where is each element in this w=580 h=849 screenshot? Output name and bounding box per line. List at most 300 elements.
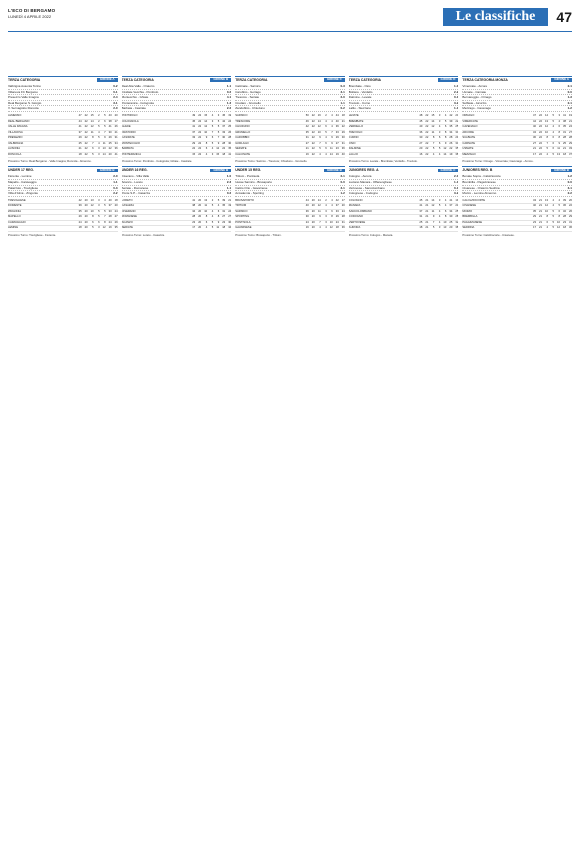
match-teams: Brembate - Osio: [348, 84, 371, 89]
standings-row: [462, 153, 572, 159]
page-header: [8, 8, 572, 30]
standings-cell: 11: [102, 141, 106, 145]
standings-cell: 5: [552, 114, 554, 118]
standings-cell: 28: [449, 136, 453, 140]
league-name: UNDER 17 REG.: [8, 168, 35, 173]
match-teams: Seriate - Romanese: [121, 185, 149, 190]
standings-cell: 28: [562, 215, 566, 219]
standings-cell: 5: [325, 130, 327, 134]
standings-cell: 16: [305, 152, 309, 156]
standings-cell: 8: [546, 215, 548, 219]
standings-cell: 48: [419, 114, 423, 118]
standings-cell: 5: [552, 209, 554, 213]
standings-cell: 29: [78, 136, 82, 140]
standings-cell: 5: [104, 204, 106, 208]
header-rule: [8, 31, 572, 32]
standings-cell: 41: [78, 125, 82, 129]
standings-cell: 36: [341, 147, 345, 151]
league-header: [349, 76, 459, 82]
standings-cell: 37: [568, 152, 572, 156]
standings-cell: 5: [319, 147, 321, 151]
standings-cell: 21: [78, 147, 82, 151]
match-teams: Calcio Orio - Gavarnese: [235, 185, 268, 190]
standings-cell: 25: [449, 220, 453, 224]
standings-cell: 36: [341, 226, 345, 230]
standings-cell: 6: [205, 147, 208, 151]
standings-cell: 4: [98, 130, 100, 134]
standings-cell: 33: [568, 147, 572, 151]
standings-cell: 25: [562, 141, 566, 145]
league-block: [8, 76, 118, 163]
standings-cell: 14: [431, 119, 435, 123]
league-header: [235, 76, 345, 82]
match-score: 0-3: [340, 84, 345, 89]
standings-cell: 15: [216, 152, 220, 156]
result-row: [349, 106, 459, 112]
match-score: 0-0: [340, 180, 345, 185]
standings-cell: 22: [341, 125, 345, 129]
standings-cell: 18: [562, 152, 566, 156]
standings-cell: 29: [335, 215, 339, 219]
standings-cell: 22: [84, 147, 88, 151]
standings-cell: 25: [455, 125, 459, 129]
next-round-note: Prossimo Turno: Calolziocorte - Cisanese.: [462, 232, 515, 237]
standings-cell: 3: [438, 114, 441, 118]
match-teams: Mezzago - Cavenago: [462, 106, 491, 111]
result-row: [122, 106, 232, 112]
standings-cell: 11: [431, 130, 435, 134]
standings-cell: VILLANOVA: [8, 130, 23, 134]
league-header: [349, 166, 459, 172]
match-teams: V. Sernagiotto Roncola: [8, 106, 39, 111]
standings-cell: ROMANESE: [121, 215, 137, 219]
standings-cell: 3: [98, 226, 100, 230]
standings-cell: 16: [317, 114, 321, 118]
standings-cell: 3: [98, 198, 100, 202]
standings-cell: 4: [331, 125, 333, 129]
match-teams: Trescore - Seriate: [235, 95, 260, 100]
standings-cell: SEDRINA: [462, 226, 475, 230]
standings-cell: 4: [546, 226, 548, 230]
standings-cell: 8: [104, 220, 106, 224]
league-block: [462, 76, 572, 163]
standings-cell: 12: [431, 125, 435, 129]
standings-cell: CARAVAGGIO: [8, 220, 26, 224]
standings-cell: 5: [217, 119, 220, 123]
standings-cell: 20: [311, 220, 315, 224]
match-teams: Presezzo Valle Imagna: [8, 95, 39, 100]
standings-cell: 7: [546, 141, 548, 145]
league-header: [122, 76, 232, 82]
standings-cell: 18: [341, 114, 345, 118]
league-block: [122, 76, 232, 163]
standings-cell: 20: [311, 209, 315, 213]
standings-cell: 30: [532, 136, 536, 140]
standings-cell: 12: [443, 147, 447, 151]
standings-cell: 37: [335, 204, 339, 208]
match-teams: Cividate Vecchia - Pontirolo: [121, 89, 159, 94]
standings-cell: 10: [329, 220, 333, 224]
standings-cell: 18: [78, 152, 82, 156]
standings-cell: PONTISOLA: [235, 220, 251, 224]
standings-cell: 18: [222, 152, 226, 156]
standings-cell: 15: [431, 114, 435, 118]
standings-cell: CALCINATE: [235, 152, 251, 156]
standings-cell: 21: [305, 147, 309, 151]
standings-table: [8, 199, 118, 232]
match-score: 1-1: [226, 84, 232, 89]
standings-cell: 40: [305, 204, 309, 208]
standings-cell: 20: [311, 198, 315, 202]
standings-cell: 44: [532, 119, 536, 123]
match-score: 3-1: [567, 185, 572, 190]
standings-cell: 20: [198, 204, 202, 208]
match-score: 0-3: [113, 185, 118, 190]
standings-cell: 22: [198, 152, 202, 156]
league-header: [462, 166, 572, 172]
standings-cell: PONTIROLO: [121, 114, 138, 118]
league-name: UNDER 15 REG.: [235, 168, 262, 173]
standings-cell: 32: [455, 220, 459, 224]
standings-cell: 5: [444, 119, 447, 123]
standings-cell: 22: [311, 136, 315, 140]
standings-cell: 24: [78, 220, 82, 224]
standings-cell: 6: [438, 136, 441, 140]
standings-cell: LALLIO: [348, 152, 358, 156]
standings-cell: 5: [552, 226, 554, 230]
standings-cell: 22: [538, 136, 542, 140]
standings-cell: 22: [84, 125, 88, 129]
standings-cell: 31: [341, 220, 345, 224]
standings-cell: 29: [192, 141, 196, 145]
standings-cell: 20: [311, 215, 315, 219]
match-score: 0-2: [340, 106, 345, 111]
standings-row: [349, 226, 459, 232]
match-teams: Villanova FC Bergamo: [8, 89, 38, 94]
standings-cell: 21: [562, 147, 566, 151]
standings-cell: 6: [546, 220, 548, 224]
match-teams: Villa d'Almè - Zingonia: [8, 191, 38, 196]
standings-cell: 20: [84, 215, 88, 219]
standings-cell: 21: [228, 198, 232, 202]
match-score: 2-1: [340, 174, 345, 179]
standings-cell: 13: [204, 198, 208, 202]
standings-cell: 31: [222, 209, 226, 213]
standings-cell: MOZZO: [462, 209, 473, 213]
group-badge: GIRONE A: [97, 78, 118, 82]
standings-cell: 41: [449, 198, 453, 202]
standings-grid: [8, 76, 572, 237]
standings-cell: 24: [108, 220, 112, 224]
group-badge: GIRONE B: [210, 169, 231, 173]
standings-cell: 39: [449, 119, 453, 123]
standings-cell: 44: [335, 114, 339, 118]
standings-cell: 24: [114, 209, 118, 213]
standings-cell: 19: [228, 114, 232, 118]
standings-cell: SERIATE: [121, 226, 133, 230]
standings-cell: 9: [104, 136, 106, 140]
standings-cell: MONTECCHIO: [121, 141, 140, 145]
standings-cell: 6: [552, 136, 554, 140]
standings-cell: 5: [98, 125, 100, 129]
group-badge: GIRONE B: [210, 78, 231, 82]
standings-cell: 20: [341, 204, 345, 208]
standings-cell: 22: [538, 114, 542, 118]
standings-cell: CHIUDUNO: [235, 125, 250, 129]
standings-table: [462, 114, 572, 158]
result-row: [235, 106, 345, 112]
standings-cell: SPORTING: [235, 215, 250, 219]
standings-cell: 2: [211, 198, 214, 202]
standings-cell: 29: [341, 130, 345, 134]
standings-cell: 21: [568, 119, 572, 123]
match-score: 1-2: [567, 106, 572, 111]
standings-cell: 3: [98, 147, 100, 151]
standings-cell: SERIATE: [235, 147, 247, 151]
standings-cell: VALBRIGNA: [8, 141, 24, 145]
match-score: 0-1: [454, 185, 459, 190]
match-score: 3-1: [340, 185, 345, 190]
standings-cell: 3: [325, 209, 327, 213]
match-teams: Scanzo - Loreto: [121, 180, 143, 185]
standings-cell: 24: [228, 209, 232, 213]
standings-cell: VALLE IMAGNA: [8, 125, 28, 129]
standings-cell: 4: [558, 119, 560, 123]
standings-cell: 4: [331, 114, 333, 118]
league-header: [235, 166, 345, 172]
match-score: 2-2: [454, 89, 459, 94]
standings-cell: 4: [331, 204, 333, 208]
standings-cell: 15: [204, 114, 208, 118]
standings-cell: 5: [438, 147, 441, 151]
standings-cell: 11: [557, 147, 560, 151]
standings-cell: VERDELLO: [348, 125, 364, 129]
match-score: 4-1: [226, 95, 232, 100]
standings-cell: 5: [211, 141, 214, 145]
standings-cell: AUSONIA: [8, 147, 21, 151]
standings-cell: 14: [317, 119, 321, 123]
next-round-note: Prossimo Turno: Cologno - Manara.: [348, 232, 394, 237]
standings-cell: 30: [455, 141, 459, 145]
next-round-note: Prossimo Turno: Ornago - Vimercate; Cavenago - Arcore.: [462, 159, 534, 164]
standings-cell: 25: [108, 141, 112, 145]
standings-cell: RONCOLA: [8, 152, 22, 156]
standings-cell: TREVIOLO: [348, 130, 363, 134]
standings-cell: 41: [419, 204, 423, 208]
league-block: [462, 166, 572, 237]
standings-cell: 7: [104, 215, 106, 219]
standings-cell: 10: [544, 130, 548, 134]
standings-cell: 7: [432, 220, 435, 224]
match-teams: Mozzo - Lemine Almenno: [462, 191, 497, 196]
standings-cell: 19: [335, 152, 339, 156]
standings-cell: TRITIUM: [235, 204, 247, 208]
standings-cell: 37: [108, 204, 112, 208]
standings-row: [349, 153, 459, 159]
standings-row: [8, 226, 118, 232]
standings-cell: 7: [92, 141, 94, 145]
standings-cell: 5: [558, 204, 560, 208]
standings-cell: 20: [84, 226, 88, 230]
standings-cell: CAROBBIO: [235, 136, 250, 140]
standings-cell: 4: [444, 204, 447, 208]
standings-cell: 4: [331, 119, 333, 123]
standings-cell: ORATORIO: [121, 130, 136, 134]
standings-cell: 40: [532, 204, 536, 208]
standings-cell: CAVENAGO: [462, 125, 478, 129]
standings-table: [235, 114, 345, 158]
standings-cell: 19: [568, 114, 572, 118]
standings-cell: LEVATE: [348, 114, 359, 118]
standings-cell: 9: [331, 136, 333, 140]
standings-cell: 42: [305, 125, 309, 129]
standings-cell: OSIO: [348, 141, 356, 145]
standings-cell: 5: [211, 125, 214, 129]
standings-cell: 5: [211, 204, 214, 208]
match-score: 1-2: [340, 191, 345, 196]
match-score: 2-0: [113, 174, 118, 179]
standings-cell: 14: [90, 119, 94, 123]
standings-cell: 25: [419, 220, 423, 224]
match-score: 2-2: [113, 191, 118, 196]
match-teams: Luciano Manara - Offanenghese: [348, 180, 392, 185]
standings-cell: 22: [538, 147, 542, 151]
standings-table: [122, 114, 232, 158]
standings-cell: 33: [222, 130, 226, 134]
league-name: TERZA CATEGORIA: [348, 78, 382, 82]
standings-cell: 4: [211, 147, 214, 151]
standings-cell: 9: [432, 215, 435, 219]
standings-cell: 14: [443, 152, 447, 156]
standings-cell: 13: [90, 198, 94, 202]
standings-cell: 32: [562, 209, 566, 213]
standings-cell: 12: [556, 226, 560, 230]
league-header: [462, 76, 572, 82]
standings-cell: 6: [325, 147, 327, 151]
standings-cell: 5: [432, 226, 435, 230]
standings-cell: CODOGNO: [348, 215, 363, 219]
standings-cell: 28: [568, 136, 572, 140]
standings-cell: 6: [558, 125, 560, 129]
match-teams: Palazzolo - Trevigliese: [8, 185, 39, 190]
standings-cell: 40: [335, 119, 339, 123]
standings-cell: 16: [419, 152, 423, 156]
standings-cell: 26: [228, 130, 232, 134]
standings-cell: ALMENNO: [8, 114, 22, 118]
match-score: 2-4: [113, 95, 118, 100]
match-teams: Ponte S.P. - Casazza: [121, 191, 150, 196]
result-row: [349, 191, 459, 197]
league-name: JUNIORES REG. A: [348, 168, 379, 173]
standings-cell: 29: [78, 215, 82, 219]
standings-cell: 23: [192, 220, 196, 224]
standings-cell: 50: [305, 114, 309, 118]
standings-cell: 29: [532, 215, 536, 219]
standings-cell: PRESEZZO: [8, 136, 23, 140]
standings-cell: 47: [78, 114, 82, 118]
standings-cell: 29: [108, 136, 112, 140]
match-teams: Ciserano - Villa Valle: [121, 174, 150, 179]
match-score: 0-2: [226, 191, 232, 196]
match-score: 2-2: [567, 191, 572, 196]
standings-cell: 20: [84, 209, 88, 213]
standings-row: [235, 226, 345, 232]
next-round-note: Prossimo Turno: Trevigliese - Fiorente.: [8, 232, 57, 237]
match-teams: Usmate - Carnate: [462, 89, 487, 94]
result-row: [462, 191, 572, 197]
match-teams: Dalmine - Levate: [348, 95, 372, 100]
result-row: [462, 106, 572, 112]
standings-cell: 2: [98, 119, 100, 123]
standings-cell: 34: [449, 209, 453, 213]
match-score: 0-1: [113, 89, 118, 94]
standings-cell: VERTOVESE: [348, 220, 366, 224]
standings-cell: 27: [419, 141, 423, 145]
standings-cell: 4: [325, 204, 327, 208]
standings-cell: 30: [228, 141, 232, 145]
standings-cell: 4: [444, 114, 447, 118]
standings-cell: 40: [108, 198, 112, 202]
standings-cell: 46: [305, 119, 309, 123]
standings-cell: 7: [217, 136, 220, 140]
standings-cell: 14: [204, 119, 208, 123]
standings-cell: 8: [558, 130, 560, 134]
standings-cell: 12: [544, 204, 548, 208]
standings-cell: 22: [538, 141, 542, 145]
standings-cell: 31: [562, 130, 566, 134]
standings-cell: ZINGONIA: [8, 209, 21, 213]
standings-cell: COLOGNOLA: [121, 119, 139, 123]
standings-cell: 22: [198, 119, 202, 123]
standings-cell: 3: [438, 226, 441, 230]
match-score: 0-2: [113, 84, 118, 89]
standings-cell: 21: [455, 204, 459, 208]
standings-cell: 18: [419, 226, 423, 230]
standings-cell: 37: [78, 130, 82, 134]
match-teams: Brembilla - Pagazzanese: [462, 180, 496, 185]
standings-cell: 35: [222, 204, 226, 208]
standings-cell: 22: [84, 152, 88, 156]
match-score: 0-2: [226, 89, 232, 94]
standings-cell: 9: [319, 136, 321, 140]
league-header: [122, 166, 232, 172]
league-block: [349, 76, 459, 163]
standings-cell: 34: [228, 226, 232, 230]
standings-cell: 5: [98, 209, 100, 213]
league-name: TERZA CATEGORIA: [235, 78, 268, 82]
standings-cell: 40: [419, 125, 423, 129]
standings-cell: 40: [341, 152, 345, 156]
standings-cell: 6: [104, 119, 106, 123]
match-teams: Fiorente - Lemine: [8, 174, 32, 179]
standings-cell: 47: [532, 114, 536, 118]
standings-cell: 31: [568, 220, 572, 224]
group-badge: GIRONE C: [438, 169, 459, 173]
standings-cell: 5: [432, 147, 435, 151]
standings-cell: 17: [532, 152, 536, 156]
standings-cell: 41: [192, 198, 196, 202]
standings-cell: 9: [558, 141, 560, 145]
standings-cell: 8: [331, 215, 333, 219]
standings-cell: 34: [192, 209, 196, 213]
standings-cell: 3: [325, 215, 327, 219]
result-row: [8, 191, 118, 197]
standings-cell: ORNAGO: [462, 114, 475, 118]
standings-cell: 5: [546, 147, 548, 151]
standings-cell: 12: [544, 125, 548, 129]
next-round-note: Prossimo Turno: Loreto - Casazza.: [121, 232, 165, 237]
standings-cell: 7: [331, 130, 333, 134]
